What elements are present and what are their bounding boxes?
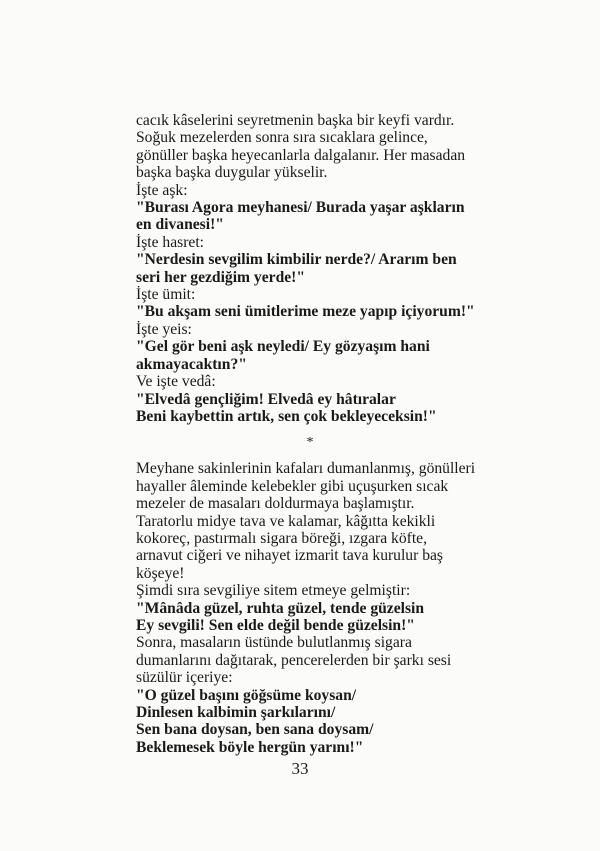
quote-line: "Nerdesin sevgilim kimbilir nerde?/ Ararım ben — [136, 251, 457, 269]
text-line: İşte ümit: — [136, 286, 196, 304]
quote-line: Sen bana doysan, ben sana doysam/ — [136, 721, 374, 739]
quote-line: en divanesi!" — [136, 216, 224, 234]
text-line: hayaller âleminde kelebekler gibi uçuşurken sıcak — [136, 477, 449, 495]
text-line: cacık kâselerini seyretmenin başka bir keyfi vardır. — [136, 112, 455, 129]
paragraph-block-2 — [136, 460, 476, 756]
page-number: 33 — [291, 759, 309, 778]
quote-line: "Gel gör beni aşk neyledi/ Ey gözyaşım hani — [136, 338, 430, 356]
quote-line: "Bu akşam seni ümitlerime meze yapıp içiyorum!" — [136, 303, 475, 321]
text-line: İşte aşk: — [136, 181, 188, 199]
quote-line: seri her gezdiğim yerde!" — [136, 268, 306, 286]
text-line: süzülür içeriye: — [136, 669, 233, 687]
text-line: Sonra, masaların üstünde bulutlanmış sigara — [136, 634, 412, 652]
section-separator: * — [306, 435, 314, 451]
text-line: başka başka duygular yükselir. — [136, 164, 328, 182]
text-line: kokoreç, pastırmalı sigara böreği, ızgara köfte, — [136, 529, 427, 547]
quote-line: Beklemesek böyle hergün yarını!" — [136, 738, 364, 756]
quote-line: "Burası Agora meyhanesi/ Burada yaşar aşkların — [136, 199, 465, 217]
spacer — [136, 425, 476, 434]
quote-line: Beni kaybettin artık, sen çok bekleyeceksin!" — [136, 407, 437, 425]
body-text — [136, 112, 476, 756]
quote-line: Dinlesen kalbimin şarkılarını/ — [136, 704, 336, 721]
text-line: Soğuk mezelerden sonra sıra sıcaklara gelince, — [136, 129, 428, 147]
text-line: gönüller başka heyecanlarla dalgalanır. Her masadan — [136, 146, 466, 164]
quote-line: akmayacaktın?" — [136, 355, 247, 373]
text-line: İşte yeis: — [136, 320, 192, 338]
text-line: İşte hasret: — [136, 233, 204, 251]
quote-line: "O güzel başını göğsüme koysan/ — [136, 686, 357, 704]
text-line: köşeye! — [136, 564, 185, 582]
paragraph-block-1 — [136, 112, 476, 425]
text-line: dumanlarını dağıtarak, pencerelerden bir şarkı sesi — [136, 651, 452, 669]
text-line: arnavut ciğeri ve nihayet izmarit tava kurulur baş — [136, 547, 443, 565]
quote-line: "Elvedâ gençliğim! Elvedâ ey hâtıralar — [136, 390, 396, 408]
text-line: Taratorlu midye tava ve kalamar, kâğıtta kekikli — [136, 512, 436, 530]
text-line: Şimdi sıra sevgiliye sitem etmeye gelmiştir: — [136, 582, 411, 600]
spacer — [136, 451, 476, 460]
text-line: Ve işte vedâ: — [136, 373, 216, 391]
text-line: Meyhane sakinlerinin kafaları dumanlanmış, gönülleri — [136, 460, 476, 478]
quote-line: Ey sevgili! Sen elde değil bende güzelsin!" — [136, 616, 415, 634]
text-line: mezeler de masaları doldurmaya başlamıştır. — [136, 495, 415, 513]
quote-line: "Mânâda güzel, ruhta güzel, tende güzelsin — [136, 599, 425, 617]
